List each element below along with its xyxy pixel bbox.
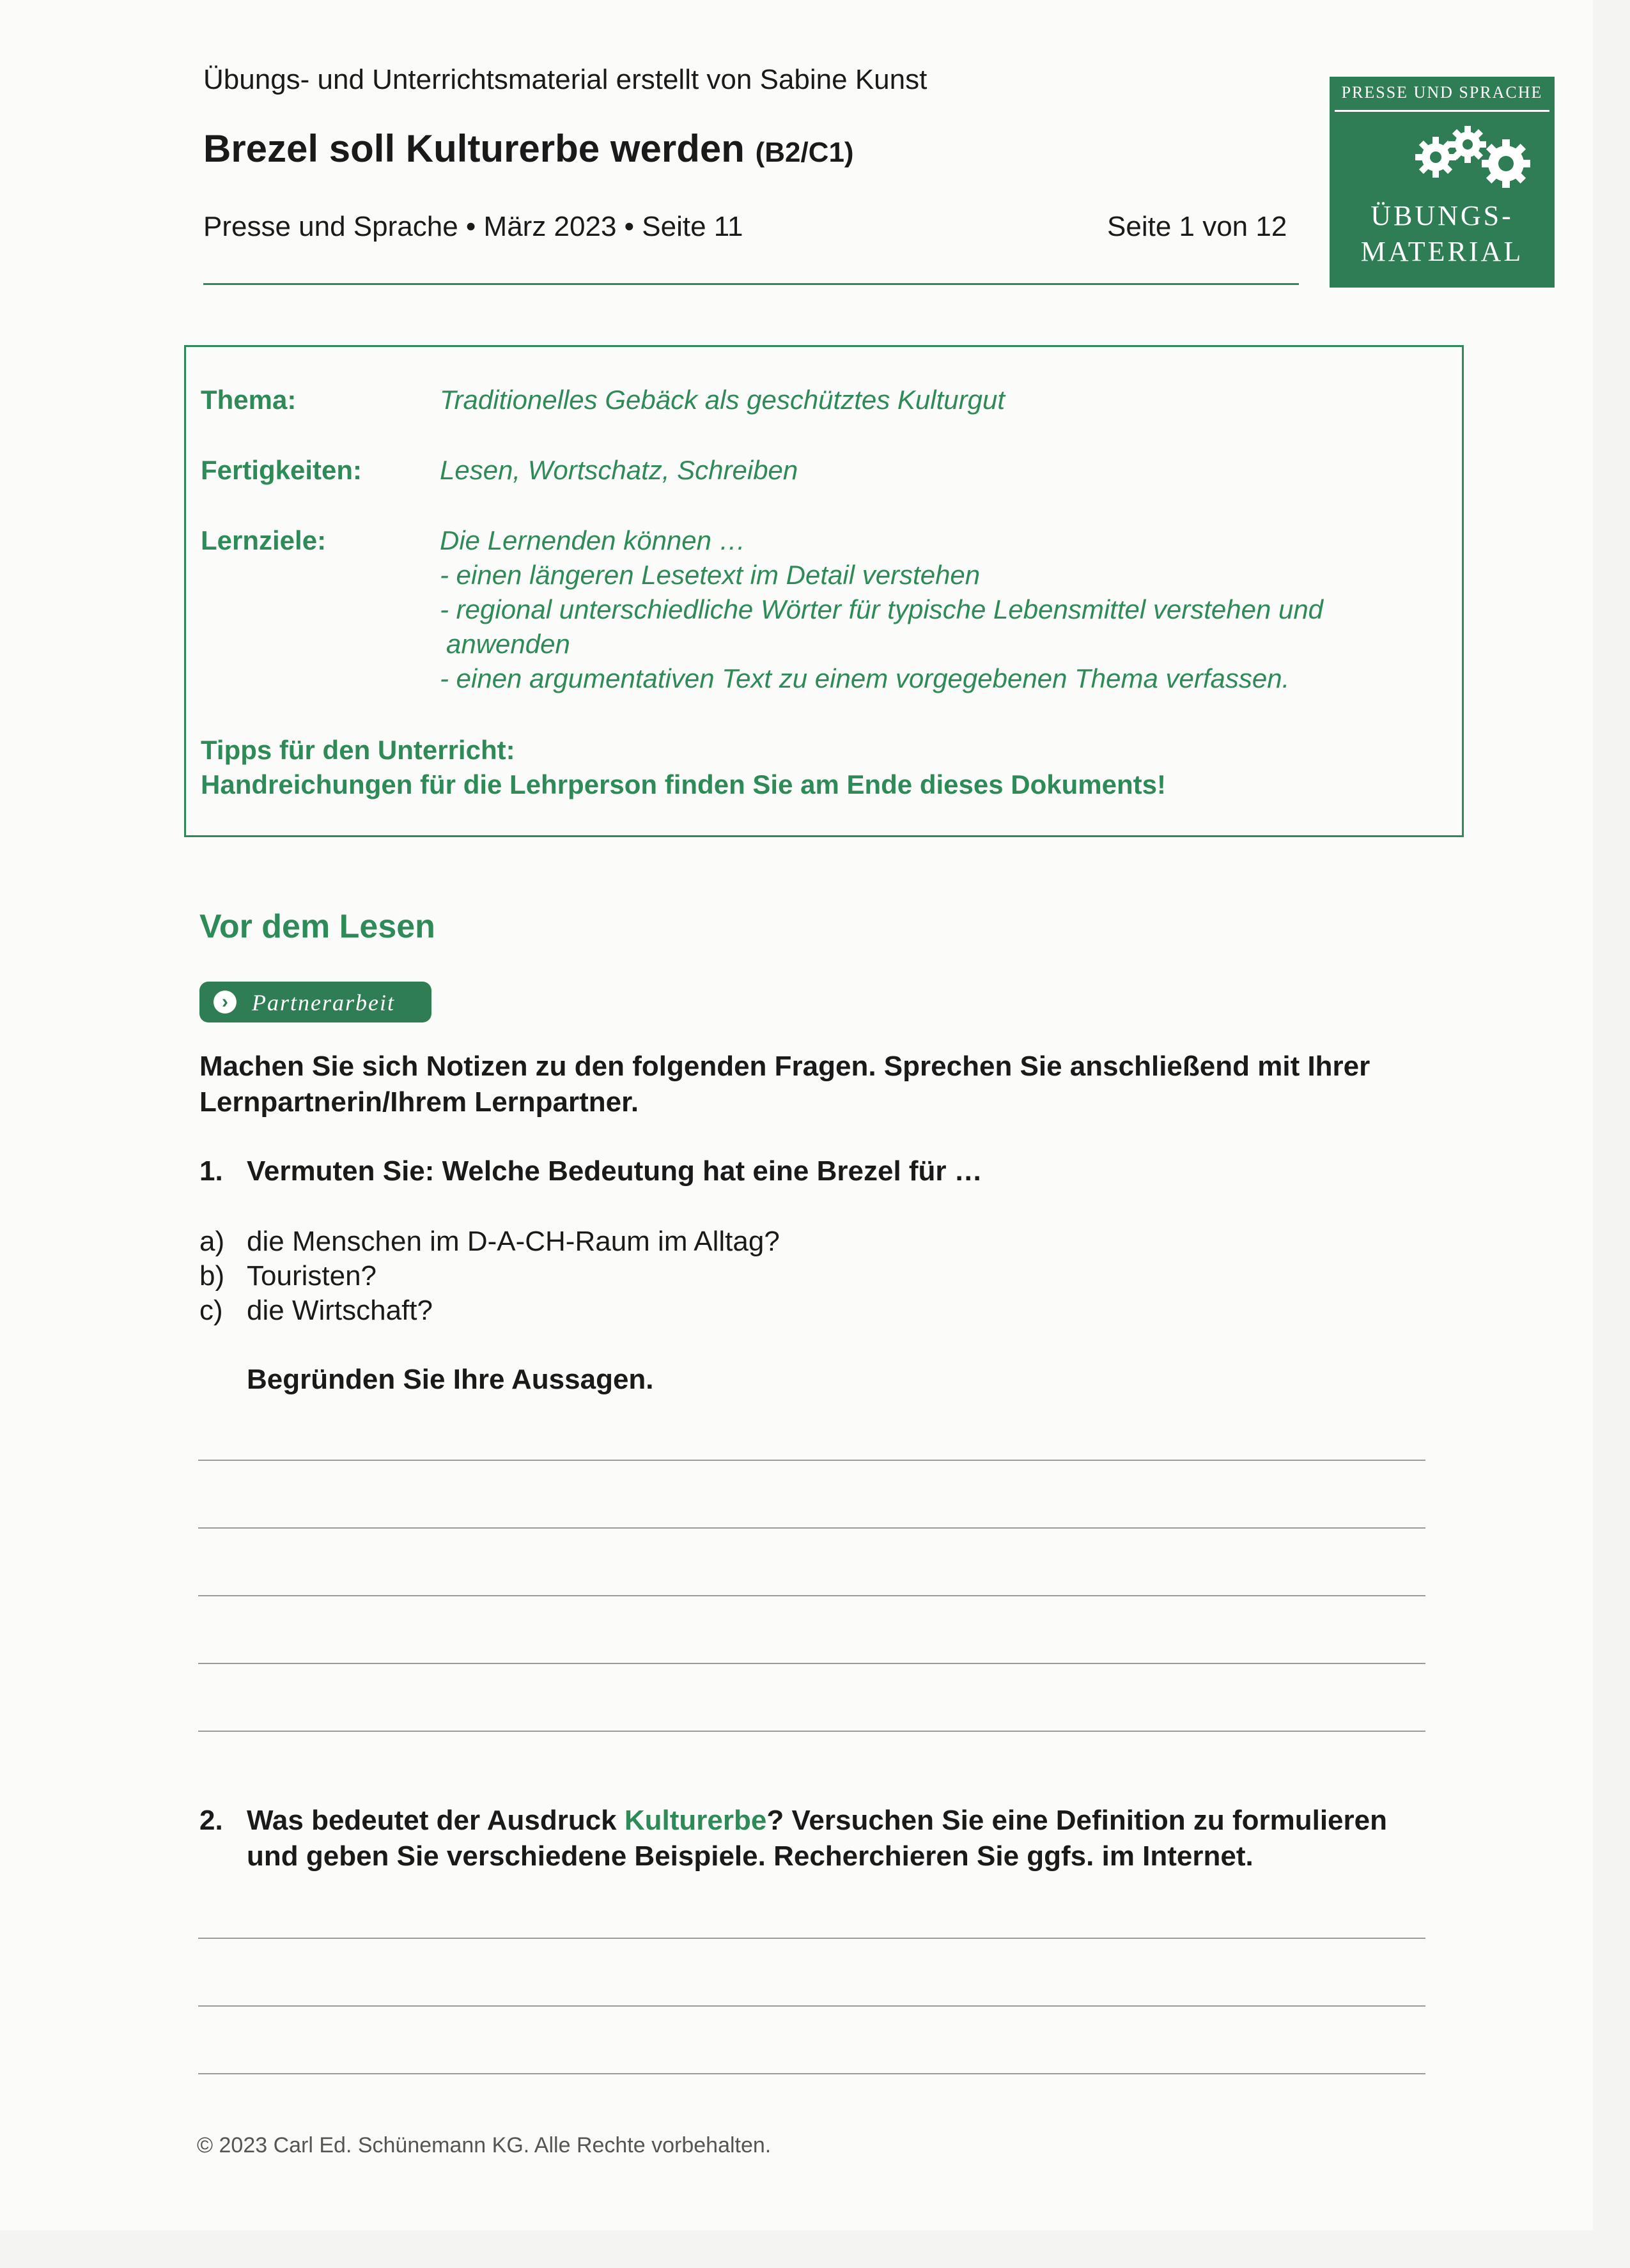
arrow-right-icon: › bbox=[213, 991, 237, 1014]
question-1-text: Vermuten Sie: Welche Bedeutung hat eine Brezel für … bbox=[247, 1155, 982, 1187]
question-1-followup: Begründen Sie Ihre Aussagen. bbox=[247, 1364, 654, 1395]
tipps-text: Handreichungen für die Lehrperson finden Sie am Ende dieses Dokuments! bbox=[201, 769, 1166, 799]
answer-line[interactable] bbox=[198, 1595, 1425, 1596]
lernziel-item: anwenden bbox=[446, 629, 570, 659]
option-letter: a) bbox=[199, 1226, 225, 1257]
thema-value: Traditionelles Gebäck als geschütztes Kulturgut bbox=[440, 385, 1005, 415]
title-text: Brezel soll Kulturerbe werden bbox=[203, 127, 745, 170]
option-letter: c) bbox=[199, 1295, 223, 1326]
answer-line[interactable] bbox=[198, 2073, 1425, 2074]
answer-line[interactable] bbox=[198, 2005, 1425, 2007]
page-title bbox=[203, 127, 854, 171]
page-number: Seite 1 von 12 bbox=[1107, 211, 1287, 242]
question-2-line-1 bbox=[247, 1805, 1387, 1837]
tipps-label: Tipps für den Unterricht: bbox=[201, 735, 515, 765]
option-text: Touristen? bbox=[247, 1260, 377, 1292]
header-divider bbox=[203, 283, 1299, 285]
lernziele-label: Lernziele: bbox=[201, 525, 327, 555]
option-text: die Wirtschaft? bbox=[247, 1295, 433, 1326]
badge-line-2: MATERIAL bbox=[1360, 236, 1524, 267]
gears-icon bbox=[1410, 119, 1538, 196]
question-2-text: Was bedeutet der Ausdruck bbox=[247, 1805, 625, 1836]
question-2-text: ? Versuchen Sie eine Definition zu formulieren bbox=[766, 1805, 1388, 1836]
section-title: Vor dem Lesen bbox=[199, 908, 435, 945]
source-line: Presse und Sprache • März 2023 • Seite 11 bbox=[203, 211, 743, 242]
answer-line[interactable] bbox=[198, 1938, 1425, 1939]
option-letter: b) bbox=[199, 1260, 225, 1292]
answer-line[interactable] bbox=[198, 1731, 1425, 1732]
thema-label: Thema: bbox=[201, 385, 297, 415]
uebungsmaterial-badge bbox=[1330, 77, 1555, 288]
fertigkeiten-label: Fertigkeiten: bbox=[201, 455, 362, 485]
badge-line-1: ÜBUNGS- bbox=[1370, 200, 1514, 231]
option-text: die Menschen im D-A-CH-Raum im Alltag? bbox=[247, 1226, 780, 1257]
lernziel-item: - einen argumentativen Text zu einem vorgegebenen Thema verfassen. bbox=[440, 663, 1290, 693]
lernziele-intro: Die Lernenden können … bbox=[440, 525, 746, 555]
instruction-line: Machen Sie sich Notizen zu den folgenden Fragen. Sprechen Sie anschließend mit Ihrer bbox=[199, 1051, 1370, 1082]
level-text: (B2/C1) bbox=[755, 137, 854, 168]
question-number: 2. bbox=[199, 1805, 223, 1836]
lernziel-item: - einen längeren Lesetext im Detail verstehen bbox=[440, 560, 981, 590]
copyright-footer: © 2023 Carl Ed. Schünemann KG. Alle Rechte vorbehalten. bbox=[197, 2133, 772, 2157]
kulturerbe-highlight: Kulturerbe bbox=[624, 1805, 767, 1836]
question-2-line-2: und geben Sie verschiedene Beispiele. Recherchieren Sie ggfs. im Internet. bbox=[247, 1840, 1254, 1872]
instruction-line: Lernpartnerin/Ihrem Lernpartner. bbox=[199, 1086, 639, 1118]
lernziel-item: - regional unterschiedliche Wörter für typische Lebensmittel verstehen und bbox=[440, 594, 1324, 624]
answer-line[interactable] bbox=[198, 1663, 1425, 1664]
answer-line[interactable] bbox=[198, 1527, 1425, 1529]
answer-line[interactable] bbox=[198, 1460, 1425, 1461]
badge-publisher: PRESSE UND SPRACHE bbox=[1341, 83, 1543, 102]
author-line: Übungs- und Unterrichtsmaterial erstellt von Sabine Kunst bbox=[203, 64, 928, 95]
partnerarbeit-badge bbox=[199, 982, 431, 1022]
badge-divider bbox=[1335, 110, 1549, 112]
question-number: 1. bbox=[199, 1155, 223, 1187]
fertigkeiten-value: Lesen, Wortschatz, Schreiben bbox=[440, 455, 798, 485]
partnerarbeit-label: Partnerarbeit bbox=[252, 990, 395, 1015]
